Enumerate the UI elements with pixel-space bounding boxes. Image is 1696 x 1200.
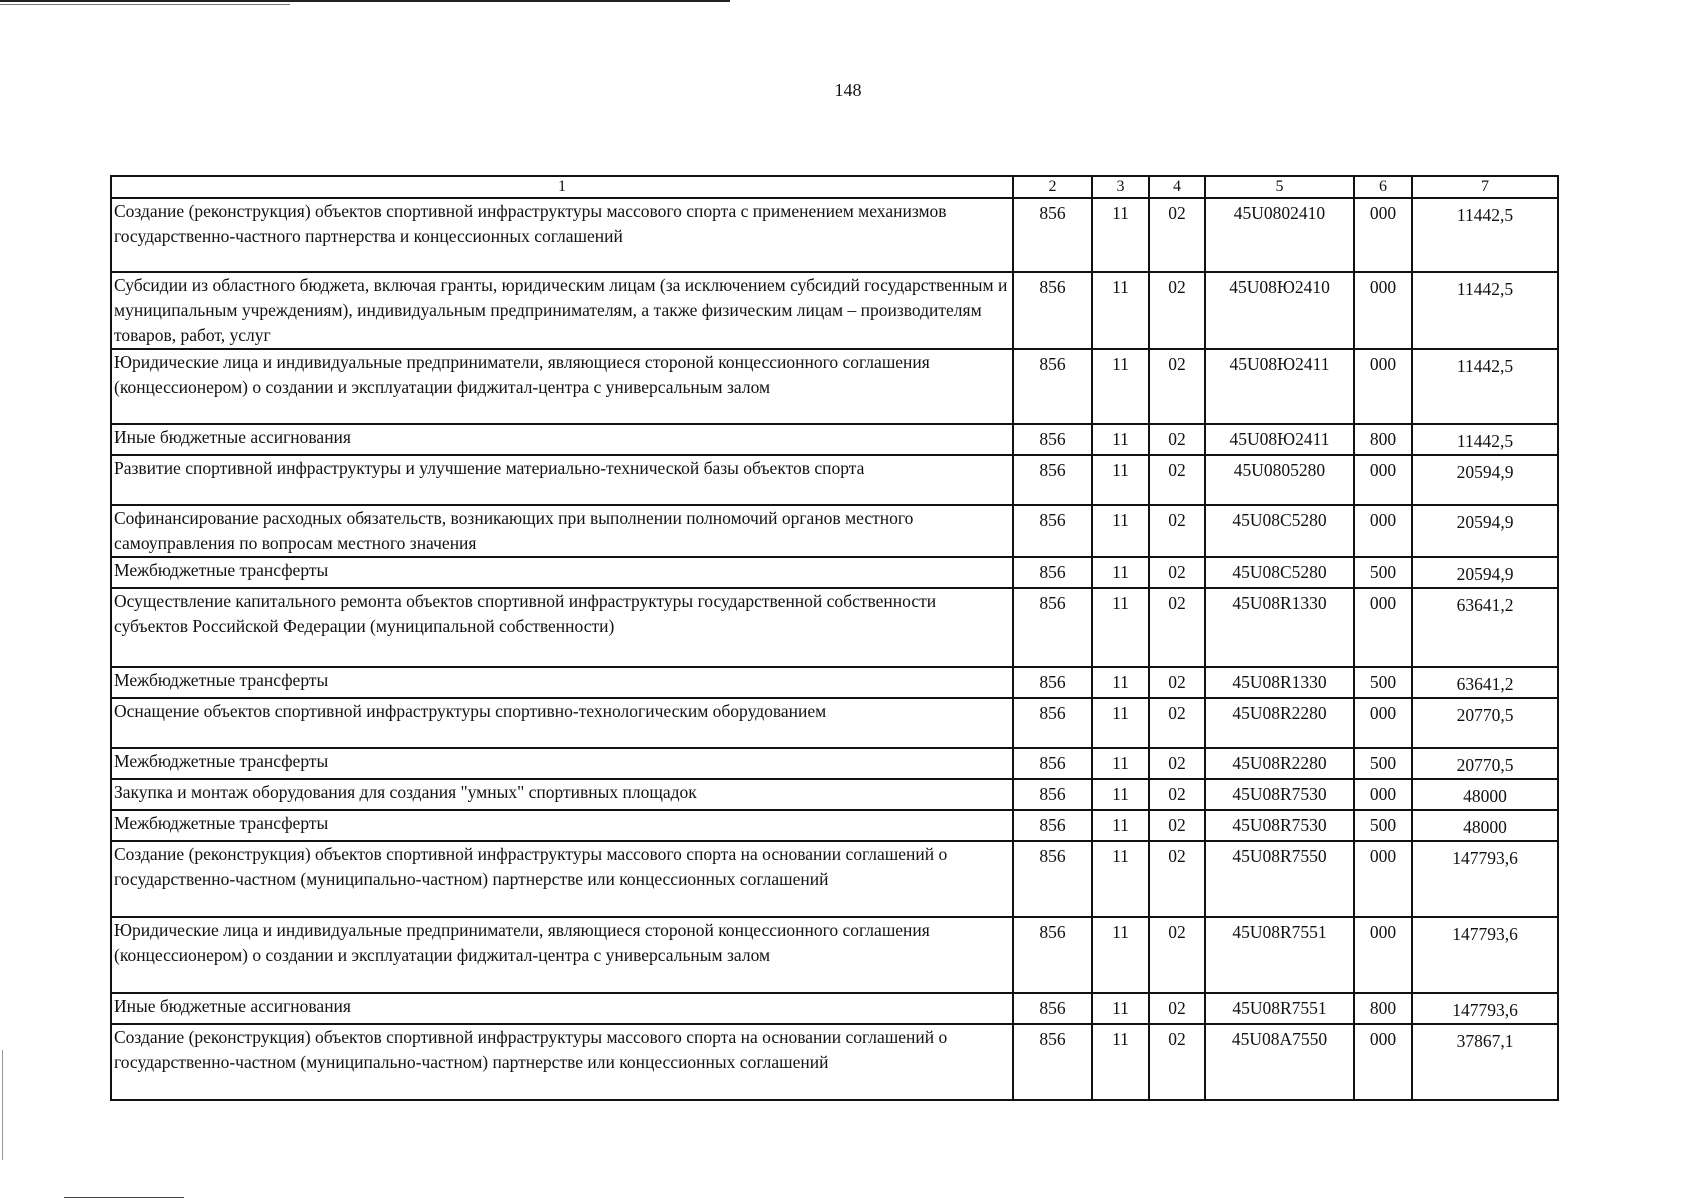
cell-target-article: 45U08R7530 xyxy=(1205,779,1354,810)
row-name: Софинансирование расходных обязательств, возникающих при выполнении полномочий органов местного самоуправления по вопросам местного значения xyxy=(111,505,1013,557)
cell-subsection: 02 xyxy=(1149,841,1205,917)
row-name: Межбюджетные трансферты xyxy=(111,557,1013,588)
cell-section: 11 xyxy=(1092,455,1149,505)
cell-amount: 48000 xyxy=(1412,810,1558,841)
table-row xyxy=(111,424,1558,455)
cell-subsection: 02 xyxy=(1149,557,1205,588)
scan-margin-mark xyxy=(2,1050,3,1160)
cell-admin-code: 856 xyxy=(1013,1024,1092,1100)
cell-amount: 147793,6 xyxy=(1412,993,1558,1024)
table-row xyxy=(111,588,1558,667)
column-header: 6 xyxy=(1354,176,1412,198)
cell-target-article: 45U08R2280 xyxy=(1205,698,1354,748)
cell-amount: 20594,9 xyxy=(1412,557,1558,588)
cell-amount: 147793,6 xyxy=(1412,917,1558,993)
cell-subsection: 02 xyxy=(1149,349,1205,424)
cell-subsection: 02 xyxy=(1149,1024,1205,1100)
cell-section: 11 xyxy=(1092,841,1149,917)
cell-admin-code: 856 xyxy=(1013,917,1092,993)
cell-section: 11 xyxy=(1092,198,1149,272)
table-row xyxy=(111,810,1558,841)
cell-amount: 11442,5 xyxy=(1412,272,1558,349)
cell-expense-type: 000 xyxy=(1354,198,1412,272)
table-row xyxy=(111,1024,1558,1100)
cell-subsection: 02 xyxy=(1149,198,1205,272)
row-name: Закупка и монтаж оборудования для создания "умных" спортивных площадок xyxy=(111,779,1013,810)
row-name: Юридические лица и индивидуальные предприниматели, являющиеся стороной концессионного соглашения (концессионером) о создании и эксплуатации фиджитал-центра с универсальным залом xyxy=(111,917,1013,993)
column-header: 3 xyxy=(1092,176,1149,198)
cell-target-article: 45U08Ю2411 xyxy=(1205,424,1354,455)
cell-section: 11 xyxy=(1092,349,1149,424)
row-name: Межбюджетные трансферты xyxy=(111,667,1013,698)
cell-section: 11 xyxy=(1092,272,1149,349)
cell-amount: 11442,5 xyxy=(1412,424,1558,455)
table-row xyxy=(111,917,1558,993)
cell-expense-type: 000 xyxy=(1354,779,1412,810)
cell-expense-type: 000 xyxy=(1354,272,1412,349)
cell-expense-type: 000 xyxy=(1354,841,1412,917)
cell-target-article: 45U08R1330 xyxy=(1205,667,1354,698)
cell-section: 11 xyxy=(1092,810,1149,841)
table-row xyxy=(111,667,1558,698)
cell-section: 11 xyxy=(1092,779,1149,810)
cell-section: 11 xyxy=(1092,748,1149,779)
cell-admin-code: 856 xyxy=(1013,424,1092,455)
cell-expense-type: 800 xyxy=(1354,424,1412,455)
cell-amount: 147793,6 xyxy=(1412,841,1558,917)
cell-admin-code: 856 xyxy=(1013,349,1092,424)
cell-section: 11 xyxy=(1092,424,1149,455)
table-row xyxy=(111,698,1558,748)
cell-expense-type: 800 xyxy=(1354,993,1412,1024)
cell-target-article: 45U08C5280 xyxy=(1205,505,1354,557)
column-header: 7 xyxy=(1412,176,1558,198)
row-name: Осуществление капитального ремонта объектов спортивной инфраструктуры государственной собственности субъектов Российской Федерации (муниципальной собственности) xyxy=(111,588,1013,667)
cell-admin-code: 856 xyxy=(1013,557,1092,588)
table-row xyxy=(111,198,1558,272)
cell-expense-type: 000 xyxy=(1354,698,1412,748)
cell-target-article: 45U08A7550 xyxy=(1205,1024,1354,1100)
cell-target-article: 45U0805280 xyxy=(1205,455,1354,505)
cell-amount: 20770,5 xyxy=(1412,698,1558,748)
row-name: Иные бюджетные ассигнования xyxy=(111,424,1013,455)
column-header: 4 xyxy=(1149,176,1205,198)
table-row xyxy=(111,557,1558,588)
cell-section: 11 xyxy=(1092,557,1149,588)
cell-target-article: 45U08C5280 xyxy=(1205,557,1354,588)
column-header: 2 xyxy=(1013,176,1092,198)
table-row xyxy=(111,349,1558,424)
cell-expense-type: 500 xyxy=(1354,557,1412,588)
cell-expense-type: 000 xyxy=(1354,588,1412,667)
cell-amount: 20594,9 xyxy=(1412,455,1558,505)
scan-edge-line xyxy=(0,0,730,2)
column-number-row xyxy=(111,176,1558,198)
cell-expense-type: 000 xyxy=(1354,917,1412,993)
column-header: 1 xyxy=(111,176,1013,198)
page-number: 148 xyxy=(834,80,862,100)
row-name: Создание (реконструкция) объектов спортивной инфраструктуры массового спорта на основании соглашений о государственно-частном (муниципально-частном) партнерстве или концессионных соглашений xyxy=(111,841,1013,917)
cell-target-article: 45U08R2280 xyxy=(1205,748,1354,779)
cell-section: 11 xyxy=(1092,505,1149,557)
cell-amount: 63641,2 xyxy=(1412,588,1558,667)
budget-table xyxy=(110,175,1559,1101)
footnote-rule xyxy=(64,1197,184,1198)
cell-expense-type: 000 xyxy=(1354,455,1412,505)
cell-target-article: 45U08R7530 xyxy=(1205,810,1354,841)
cell-subsection: 02 xyxy=(1149,810,1205,841)
table-row xyxy=(111,841,1558,917)
cell-target-article: 45U08Ю2410 xyxy=(1205,272,1354,349)
row-name: Создание (реконструкция) объектов спортивной инфраструктуры массового спорта с применением механизмов государственно-частного партнерства и концессионных соглашений xyxy=(111,198,1013,272)
row-name: Субсидии из областного бюджета, включая гранты, юридическим лицам (за исключением субсидий государственным и муниципальным учреждениям), индивидуальным предпринимателям, а также физическим лицам – производителям товаров, работ, услуг xyxy=(111,272,1013,349)
table-row xyxy=(111,748,1558,779)
cell-target-article: 45U08Ю2411 xyxy=(1205,349,1354,424)
cell-section: 11 xyxy=(1092,667,1149,698)
cell-target-article: 45U08R7551 xyxy=(1205,917,1354,993)
cell-admin-code: 856 xyxy=(1013,272,1092,349)
scan-edge-line-thin xyxy=(0,4,290,5)
cell-subsection: 02 xyxy=(1149,993,1205,1024)
cell-subsection: 02 xyxy=(1149,748,1205,779)
cell-expense-type: 500 xyxy=(1354,748,1412,779)
cell-target-article: 45U08R1330 xyxy=(1205,588,1354,667)
row-name: Межбюджетные трансферты xyxy=(111,748,1013,779)
cell-subsection: 02 xyxy=(1149,455,1205,505)
cell-section: 11 xyxy=(1092,588,1149,667)
cell-section: 11 xyxy=(1092,993,1149,1024)
cell-subsection: 02 xyxy=(1149,272,1205,349)
cell-amount: 37867,1 xyxy=(1412,1024,1558,1100)
cell-admin-code: 856 xyxy=(1013,198,1092,272)
cell-admin-code: 856 xyxy=(1013,748,1092,779)
cell-subsection: 02 xyxy=(1149,667,1205,698)
cell-expense-type: 000 xyxy=(1354,349,1412,424)
cell-amount: 11442,5 xyxy=(1412,349,1558,424)
table-row xyxy=(111,779,1558,810)
cell-admin-code: 856 xyxy=(1013,993,1092,1024)
cell-admin-code: 856 xyxy=(1013,667,1092,698)
cell-admin-code: 856 xyxy=(1013,698,1092,748)
cell-target-article: 45U08R7551 xyxy=(1205,993,1354,1024)
cell-subsection: 02 xyxy=(1149,779,1205,810)
row-name: Создание (реконструкция) объектов спортивной инфраструктуры массового спорта на основании соглашений о государственно-частном (муниципально-частном) партнерстве или концессионных соглашений xyxy=(111,1024,1013,1100)
cell-section: 11 xyxy=(1092,698,1149,748)
cell-expense-type: 500 xyxy=(1354,810,1412,841)
row-name: Развитие спортивной инфраструктуры и улучшение материально-технической базы объектов спорта xyxy=(111,455,1013,505)
cell-amount: 63641,2 xyxy=(1412,667,1558,698)
cell-subsection: 02 xyxy=(1149,917,1205,993)
cell-subsection: 02 xyxy=(1149,424,1205,455)
row-name: Иные бюджетные ассигнования xyxy=(111,993,1013,1024)
cell-admin-code: 856 xyxy=(1013,505,1092,557)
row-name: Юридические лица и индивидуальные предприниматели, являющиеся стороной концессионного соглашения (концессионером) о создании и эксплуатации фиджитал-центра с универсальным залом xyxy=(111,349,1013,424)
table-row xyxy=(111,993,1558,1024)
row-name: Оснащение объектов спортивной инфраструктуры спортивно-технологическим оборудованием xyxy=(111,698,1013,748)
cell-admin-code: 856 xyxy=(1013,841,1092,917)
cell-admin-code: 856 xyxy=(1013,810,1092,841)
column-header: 5 xyxy=(1205,176,1354,198)
cell-admin-code: 856 xyxy=(1013,588,1092,667)
cell-subsection: 02 xyxy=(1149,698,1205,748)
cell-subsection: 02 xyxy=(1149,505,1205,557)
table-row xyxy=(111,455,1558,505)
cell-amount: 20770,5 xyxy=(1412,748,1558,779)
cell-expense-type: 000 xyxy=(1354,1024,1412,1100)
row-name: Межбюджетные трансферты xyxy=(111,810,1013,841)
table-row xyxy=(111,272,1558,349)
cell-expense-type: 000 xyxy=(1354,505,1412,557)
cell-admin-code: 856 xyxy=(1013,779,1092,810)
cell-subsection: 02 xyxy=(1149,588,1205,667)
cell-target-article: 45U0802410 xyxy=(1205,198,1354,272)
table-row xyxy=(111,505,1558,557)
cell-admin-code: 856 xyxy=(1013,455,1092,505)
cell-section: 11 xyxy=(1092,1024,1149,1100)
cell-target-article: 45U08R7550 xyxy=(1205,841,1354,917)
cell-section: 11 xyxy=(1092,917,1149,993)
cell-amount: 20594,9 xyxy=(1412,505,1558,557)
cell-expense-type: 500 xyxy=(1354,667,1412,698)
cell-amount: 48000 xyxy=(1412,779,1558,810)
cell-amount: 11442,5 xyxy=(1412,198,1558,272)
